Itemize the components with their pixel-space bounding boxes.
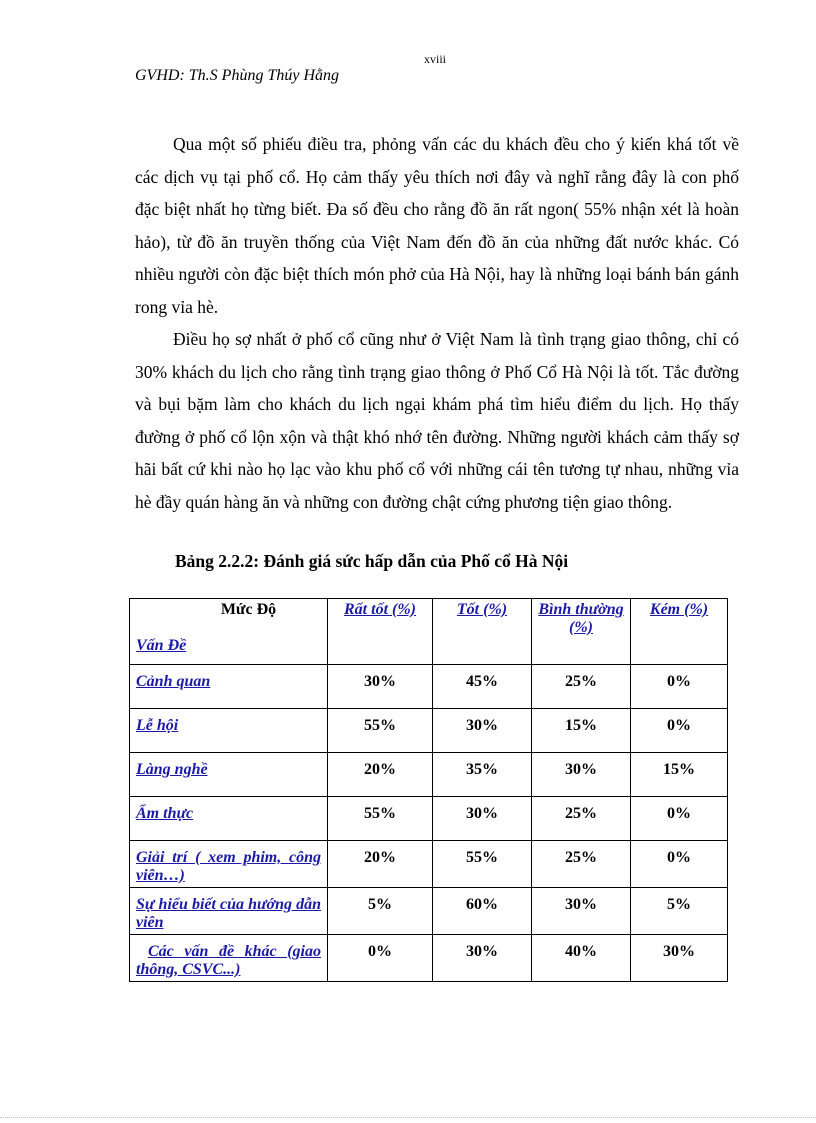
issue-cell <box>130 797 328 841</box>
issue-link[interactable]: Cảnh quan <box>136 673 211 690</box>
value-cell: 60% <box>433 888 532 935</box>
table-row <box>130 753 728 797</box>
issue-link[interactable]: Sự hiểu biết của hướng dẫn viên <box>136 896 321 931</box>
value-cell: 15% <box>532 709 631 753</box>
table-caption: Bảng 2.2.2: Đánh giá sức hấp dẫn của Phố cổ Hà Nội <box>175 551 569 571</box>
table-header-row <box>130 599 728 665</box>
paragraph: Qua một số phiếu điều tra, phỏng vấn các du khách đều cho ý kiến khá tốt về các dịch vụ tại phố cổ. Họ cảm thấy yêu thích nơi đây và nghĩ rằng đây là con phố đặc biệt nhất họ từng biết. Đa số đều cho rằng đồ ăn rất ngon( 55% nhận xét là hoàn hảo), từ đồ ăn truyền thống của Việt Nam đến đồ ăn của những đất nước khác. Có nhiều người còn đặc biệt thích món phở của Hà Nội, hay là những loại bánh bán gánh rong vỉa hè. <box>135 134 739 317</box>
value-cell: 30% <box>433 935 532 982</box>
evaluation-table <box>129 598 728 982</box>
value-cell: 0% <box>631 709 728 753</box>
value-cell: 20% <box>328 841 433 888</box>
value-cell: 5% <box>631 888 728 935</box>
value-cell: 55% <box>328 797 433 841</box>
page-number: xviii <box>423 52 446 66</box>
header-cell <box>433 599 532 665</box>
header-poor-link[interactable]: Kém (%) <box>649 601 709 618</box>
issue-cell <box>130 841 328 888</box>
value-cell: 55% <box>328 709 433 753</box>
corner-level-label: Mức Độ <box>220 601 277 618</box>
header-normal-link[interactable]: Bình thường (%) <box>538 601 624 636</box>
issue-link[interactable]: Lễ hội <box>136 717 179 734</box>
corner-header-cell <box>130 599 328 665</box>
paragraph: Điều họ sợ nhất ở phố cổ cũng như ở Việt Nam là tình trạng giao thông, chỉ có 30% khách du lịch cho rằng tình trạng giao thông ở Phố Cổ Hà Nội là tốt. Tắc đường và bụi bặm làm cho khách du lịch ngại khám phá tìm hiểu điểm du lịch. Họ thấy đường ở phố cổ lộn xộn và thật khó nhớ tên đường. Những người khách cảm thấy sợ hãi bất cứ khi nào họ lạc vào khu phố cổ với những cái tên tương tự nhau, những vỉa hè đầy quán hàng ăn và những con đường chật cứng phương tiện giao thông. <box>135 329 739 512</box>
value-cell: 20% <box>328 753 433 797</box>
value-cell: 30% <box>433 709 532 753</box>
issue-link[interactable]: Các vấn đề khác (giao thông, CSVC...) <box>136 943 321 978</box>
page-bottom-divider <box>0 1117 816 1118</box>
issue-cell <box>130 753 328 797</box>
table-row <box>130 665 728 709</box>
issue-cell <box>130 935 328 982</box>
header-cell <box>328 599 433 665</box>
body-text <box>135 128 739 518</box>
table-row <box>130 797 728 841</box>
value-cell: 45% <box>433 665 532 709</box>
header-advisor: GVHD: Th.S Phùng Thúy Hằng <box>135 67 339 84</box>
value-cell: 30% <box>328 665 433 709</box>
value-cell: 0% <box>328 935 433 982</box>
value-cell: 25% <box>532 841 631 888</box>
value-cell: 25% <box>532 665 631 709</box>
issue-cell <box>130 665 328 709</box>
value-cell: 0% <box>631 841 728 888</box>
value-cell: 5% <box>328 888 433 935</box>
corner-issue-label[interactable]: Vấn Đề <box>136 637 187 654</box>
value-cell: 0% <box>631 665 728 709</box>
value-cell: 40% <box>532 935 631 982</box>
issue-cell <box>130 888 328 935</box>
header-cell <box>631 599 728 665</box>
value-cell: 30% <box>532 753 631 797</box>
table-row <box>130 709 728 753</box>
value-cell: 30% <box>631 935 728 982</box>
table-row <box>130 888 728 935</box>
value-cell: 0% <box>631 797 728 841</box>
header-good-link[interactable]: Tốt (%) <box>456 601 508 618</box>
issue-link[interactable]: Làng nghề <box>136 761 208 778</box>
issue-link[interactable]: Giải trí ( xem phim, công viên…) <box>136 849 321 884</box>
issue-cell <box>130 709 328 753</box>
value-cell: 30% <box>532 888 631 935</box>
table-row <box>130 935 728 982</box>
value-cell: 55% <box>433 841 532 888</box>
issue-link[interactable]: Ẩm thực <box>136 805 194 822</box>
value-cell: 25% <box>532 797 631 841</box>
table-row <box>130 841 728 888</box>
header-very-good-link[interactable]: Rất tốt (%) <box>344 601 416 618</box>
value-cell: 15% <box>631 753 728 797</box>
header-cell <box>532 599 631 665</box>
value-cell: 30% <box>433 797 532 841</box>
value-cell: 35% <box>433 753 532 797</box>
